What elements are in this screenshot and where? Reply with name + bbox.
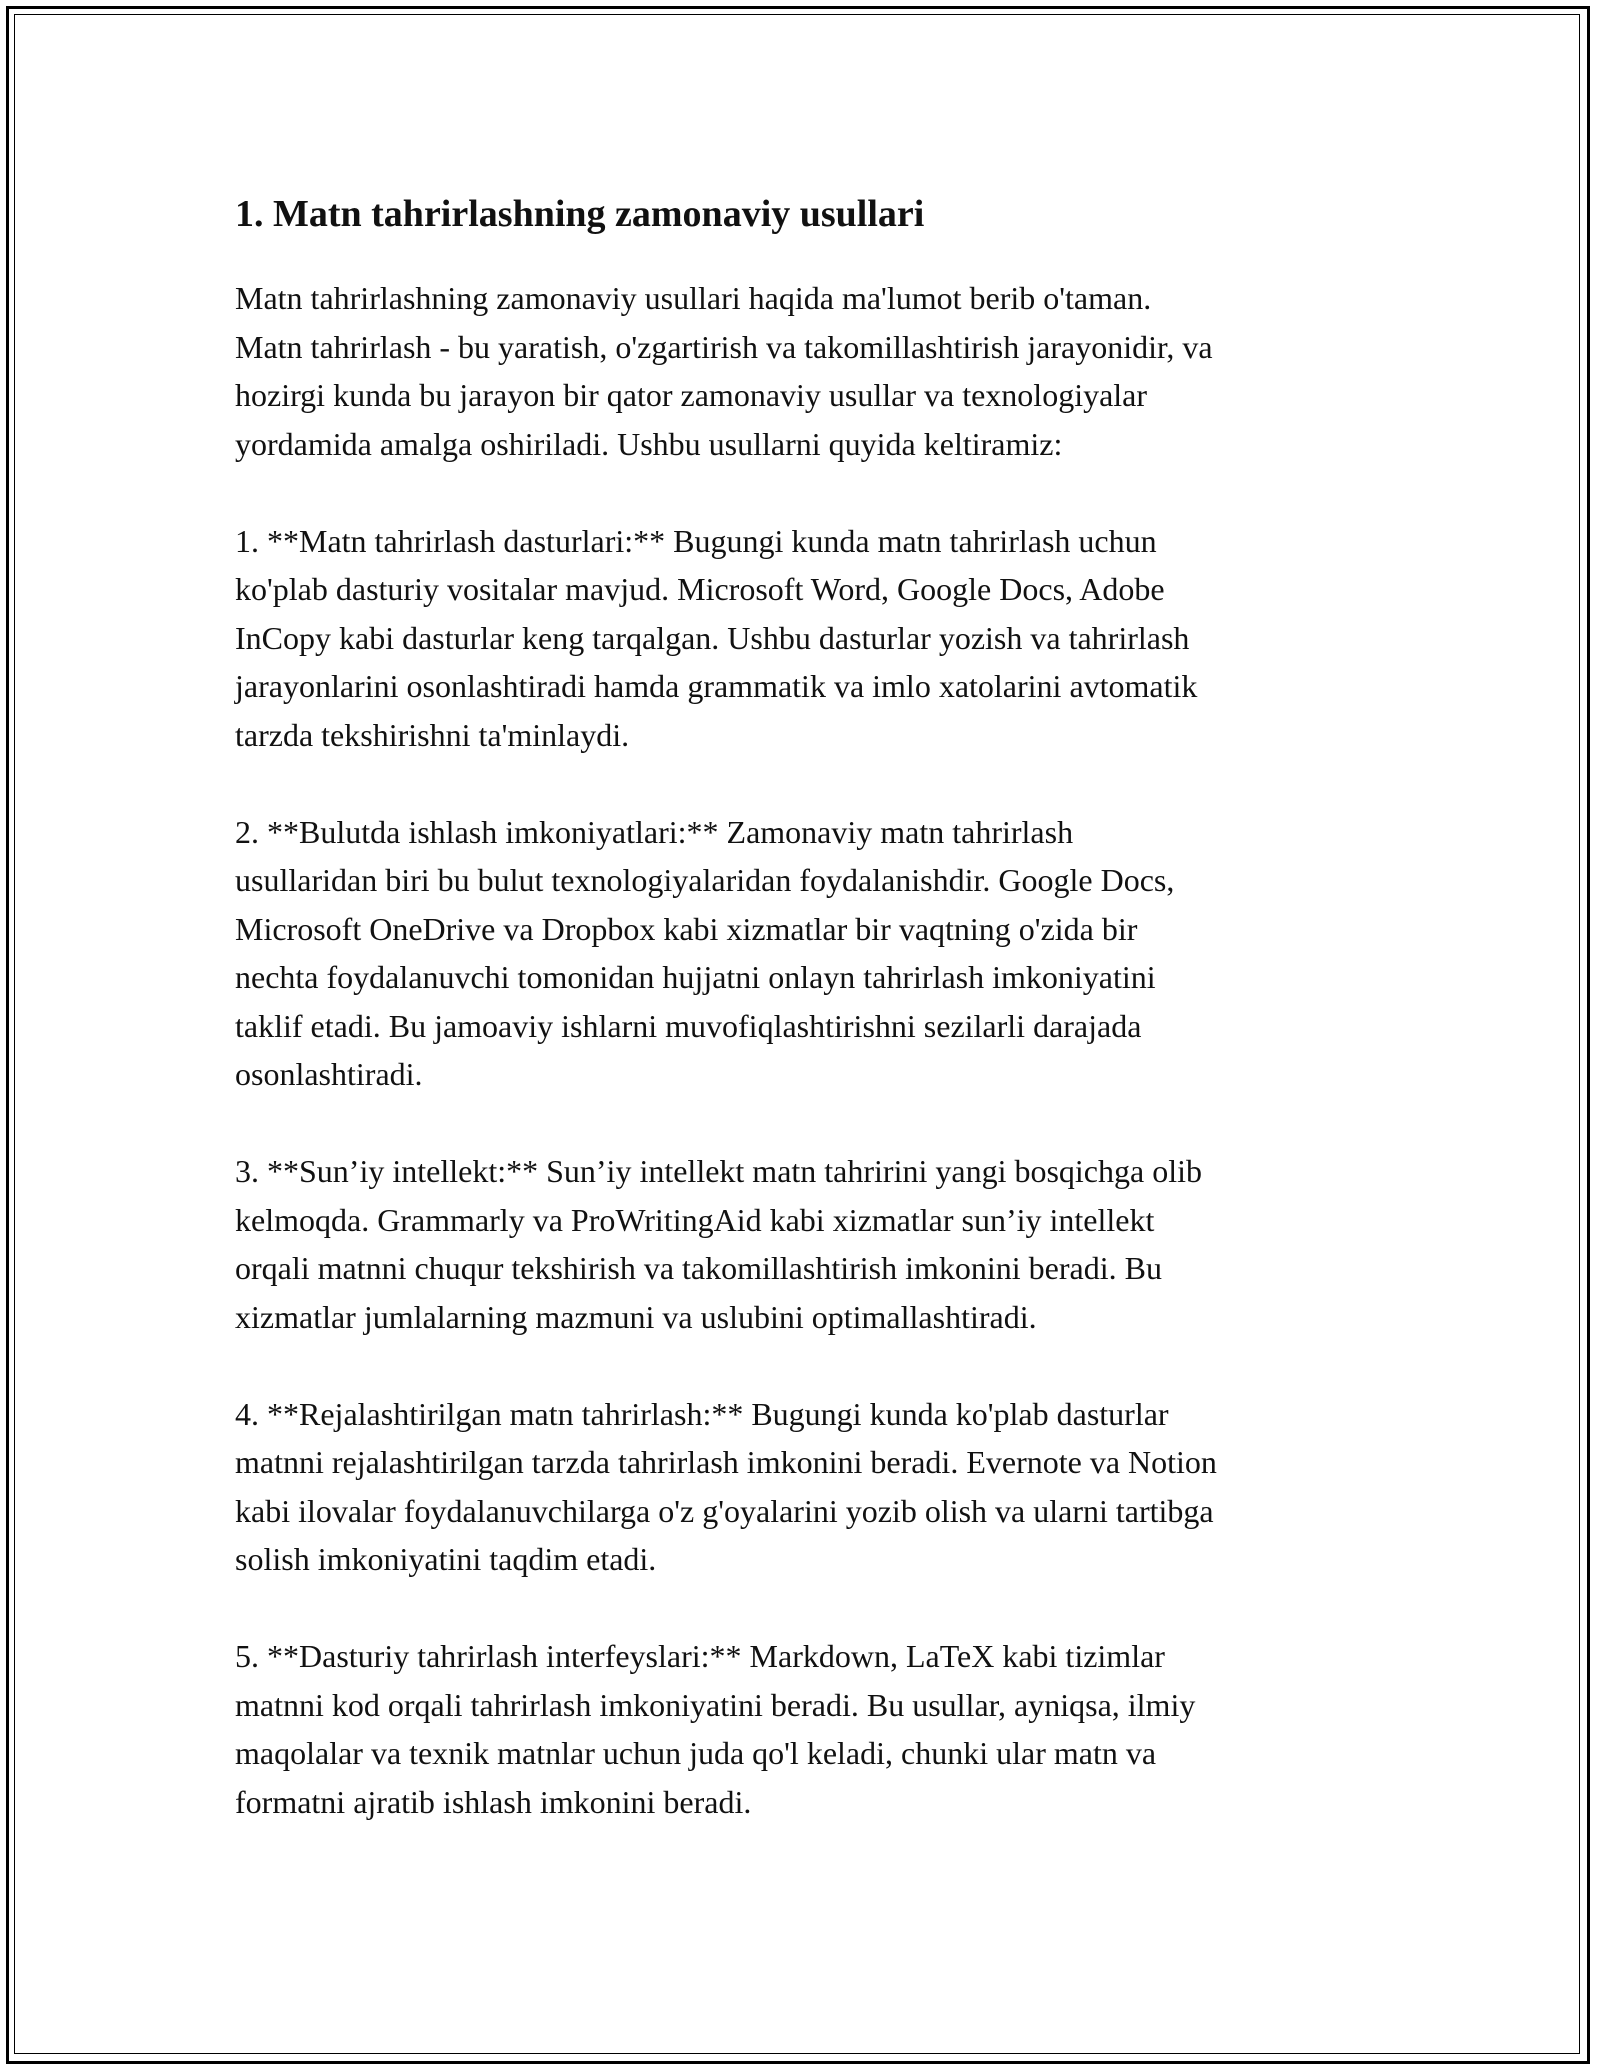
section-heading: 1. Matn tahrirlashning zamonaviy usullari xyxy=(235,193,925,235)
text-line: kelmoqda. Grammarly va ProWritingAid kabi xizmatlar sun’iy intellekt xyxy=(235,1201,1155,1238)
text-line: nechta foydalanuvchi tomonidan hujjatni onlayn tahrirlash imkoniyatini xyxy=(235,959,1156,995)
text-line: 2. **Bulutda ishlash imkoniyatlari:** Zamonaviy matn tahrirlash xyxy=(235,813,1074,850)
document-body xyxy=(235,188,1365,1875)
text-line: kabi ilovalar foydalanuvchilarga o'z g'oyalarini yozib olish va ularni tartibga xyxy=(235,1492,1214,1529)
text-line: formatni ajratib ishlash imkonini beradi. xyxy=(235,1783,752,1820)
text-line: matnni kod orqali tahrirlash imkoniyatini beradi. Bu usullar, ayniqsa, ilmiy xyxy=(235,1686,1196,1723)
text-line: taklif etadi. Bu jamoaviy ishlarni muvofiqlashtirishni sezilarli darajada xyxy=(235,1007,1142,1044)
text-line: 3. **Sun’iy intellekt:** Sun’iy intellekt matn tahririni yangi bosqichga olib xyxy=(235,1153,1202,1189)
paragraph-item-5 xyxy=(235,1632,1365,1826)
text-line: InCopy kabi dasturlar keng tarqalgan. Ushbu dasturlar yozish va tahrirlash xyxy=(235,619,1190,656)
text-line: xizmatlar jumlalarning mazmuni va uslubini optimallashtiradi. xyxy=(235,1298,1037,1335)
paragraph-item-4 xyxy=(235,1390,1365,1584)
text-line: tarzda tekshirishni ta'minlaydi. xyxy=(235,716,630,753)
text-line: 1. **Matn tahrirlash dasturlari:** Bugungi kunda matn tahrirlash uchun xyxy=(235,522,1157,559)
text-line: orqali matnni chuqur tekshirish va takomillashtirish imkonini beradi. Bu xyxy=(235,1250,1162,1286)
text-line: maqolalar va texnik matnlar uchun juda qo'l keladi, chunki ular matn va xyxy=(235,1735,1157,1771)
text-line: ko'plab dasturiy vositalar mavjud. Microsoft Word, Google Docs, Adobe xyxy=(235,571,1165,607)
text-line: matnni rejalashtirilgan tarzda tahrirlash imkonini beradi. Evernote va Notion xyxy=(235,1444,1217,1480)
paragraph-item-1 xyxy=(235,517,1365,760)
paragraph-item-3 xyxy=(235,1147,1365,1341)
paragraph-item-2 xyxy=(235,808,1365,1099)
paragraph-intro xyxy=(235,274,1365,468)
text-line: Microsoft OneDrive va Dropbox kabi xizmatlar bir vaqtning o'zida bir xyxy=(235,910,1138,947)
text-line: hozirgi kunda bu jarayon bir qator zamonaviy usullar va texnologiyalar xyxy=(235,377,1148,413)
text-line: osonlashtiradi. xyxy=(235,1056,423,1092)
text-line: 4. **Rejalashtirilgan matn tahrirlash:** Bugungi kunda ko'plab dasturlar xyxy=(235,1395,1169,1432)
text-line: Matn tahrirlash - bu yaratish, o'zgartirish va takomillashtirish jarayonidir, va xyxy=(235,328,1213,365)
text-line: solish imkoniyatini taqdim etadi. xyxy=(235,1541,657,1577)
text-line: yordamida amalga oshiriladi. Ushbu usullarni quyida keltiramiz: xyxy=(235,425,1063,462)
text-line: usullaridan biri bu bulut texnologiyalaridan foydalanishdir. Google Docs, xyxy=(235,862,1175,898)
text-line: 5. **Dasturiy tahrirlash interfeyslari:** Markdown, LaTeX kabi tizimlar xyxy=(235,1638,1165,1674)
text-line: jarayonlarini osonlashtiradi hamda grammatik va imlo xatolarini avtomatik xyxy=(235,668,1198,704)
text-line: Matn tahrirlashning zamonaviy usullari haqida ma'lumot berib o'taman. xyxy=(235,280,1152,316)
